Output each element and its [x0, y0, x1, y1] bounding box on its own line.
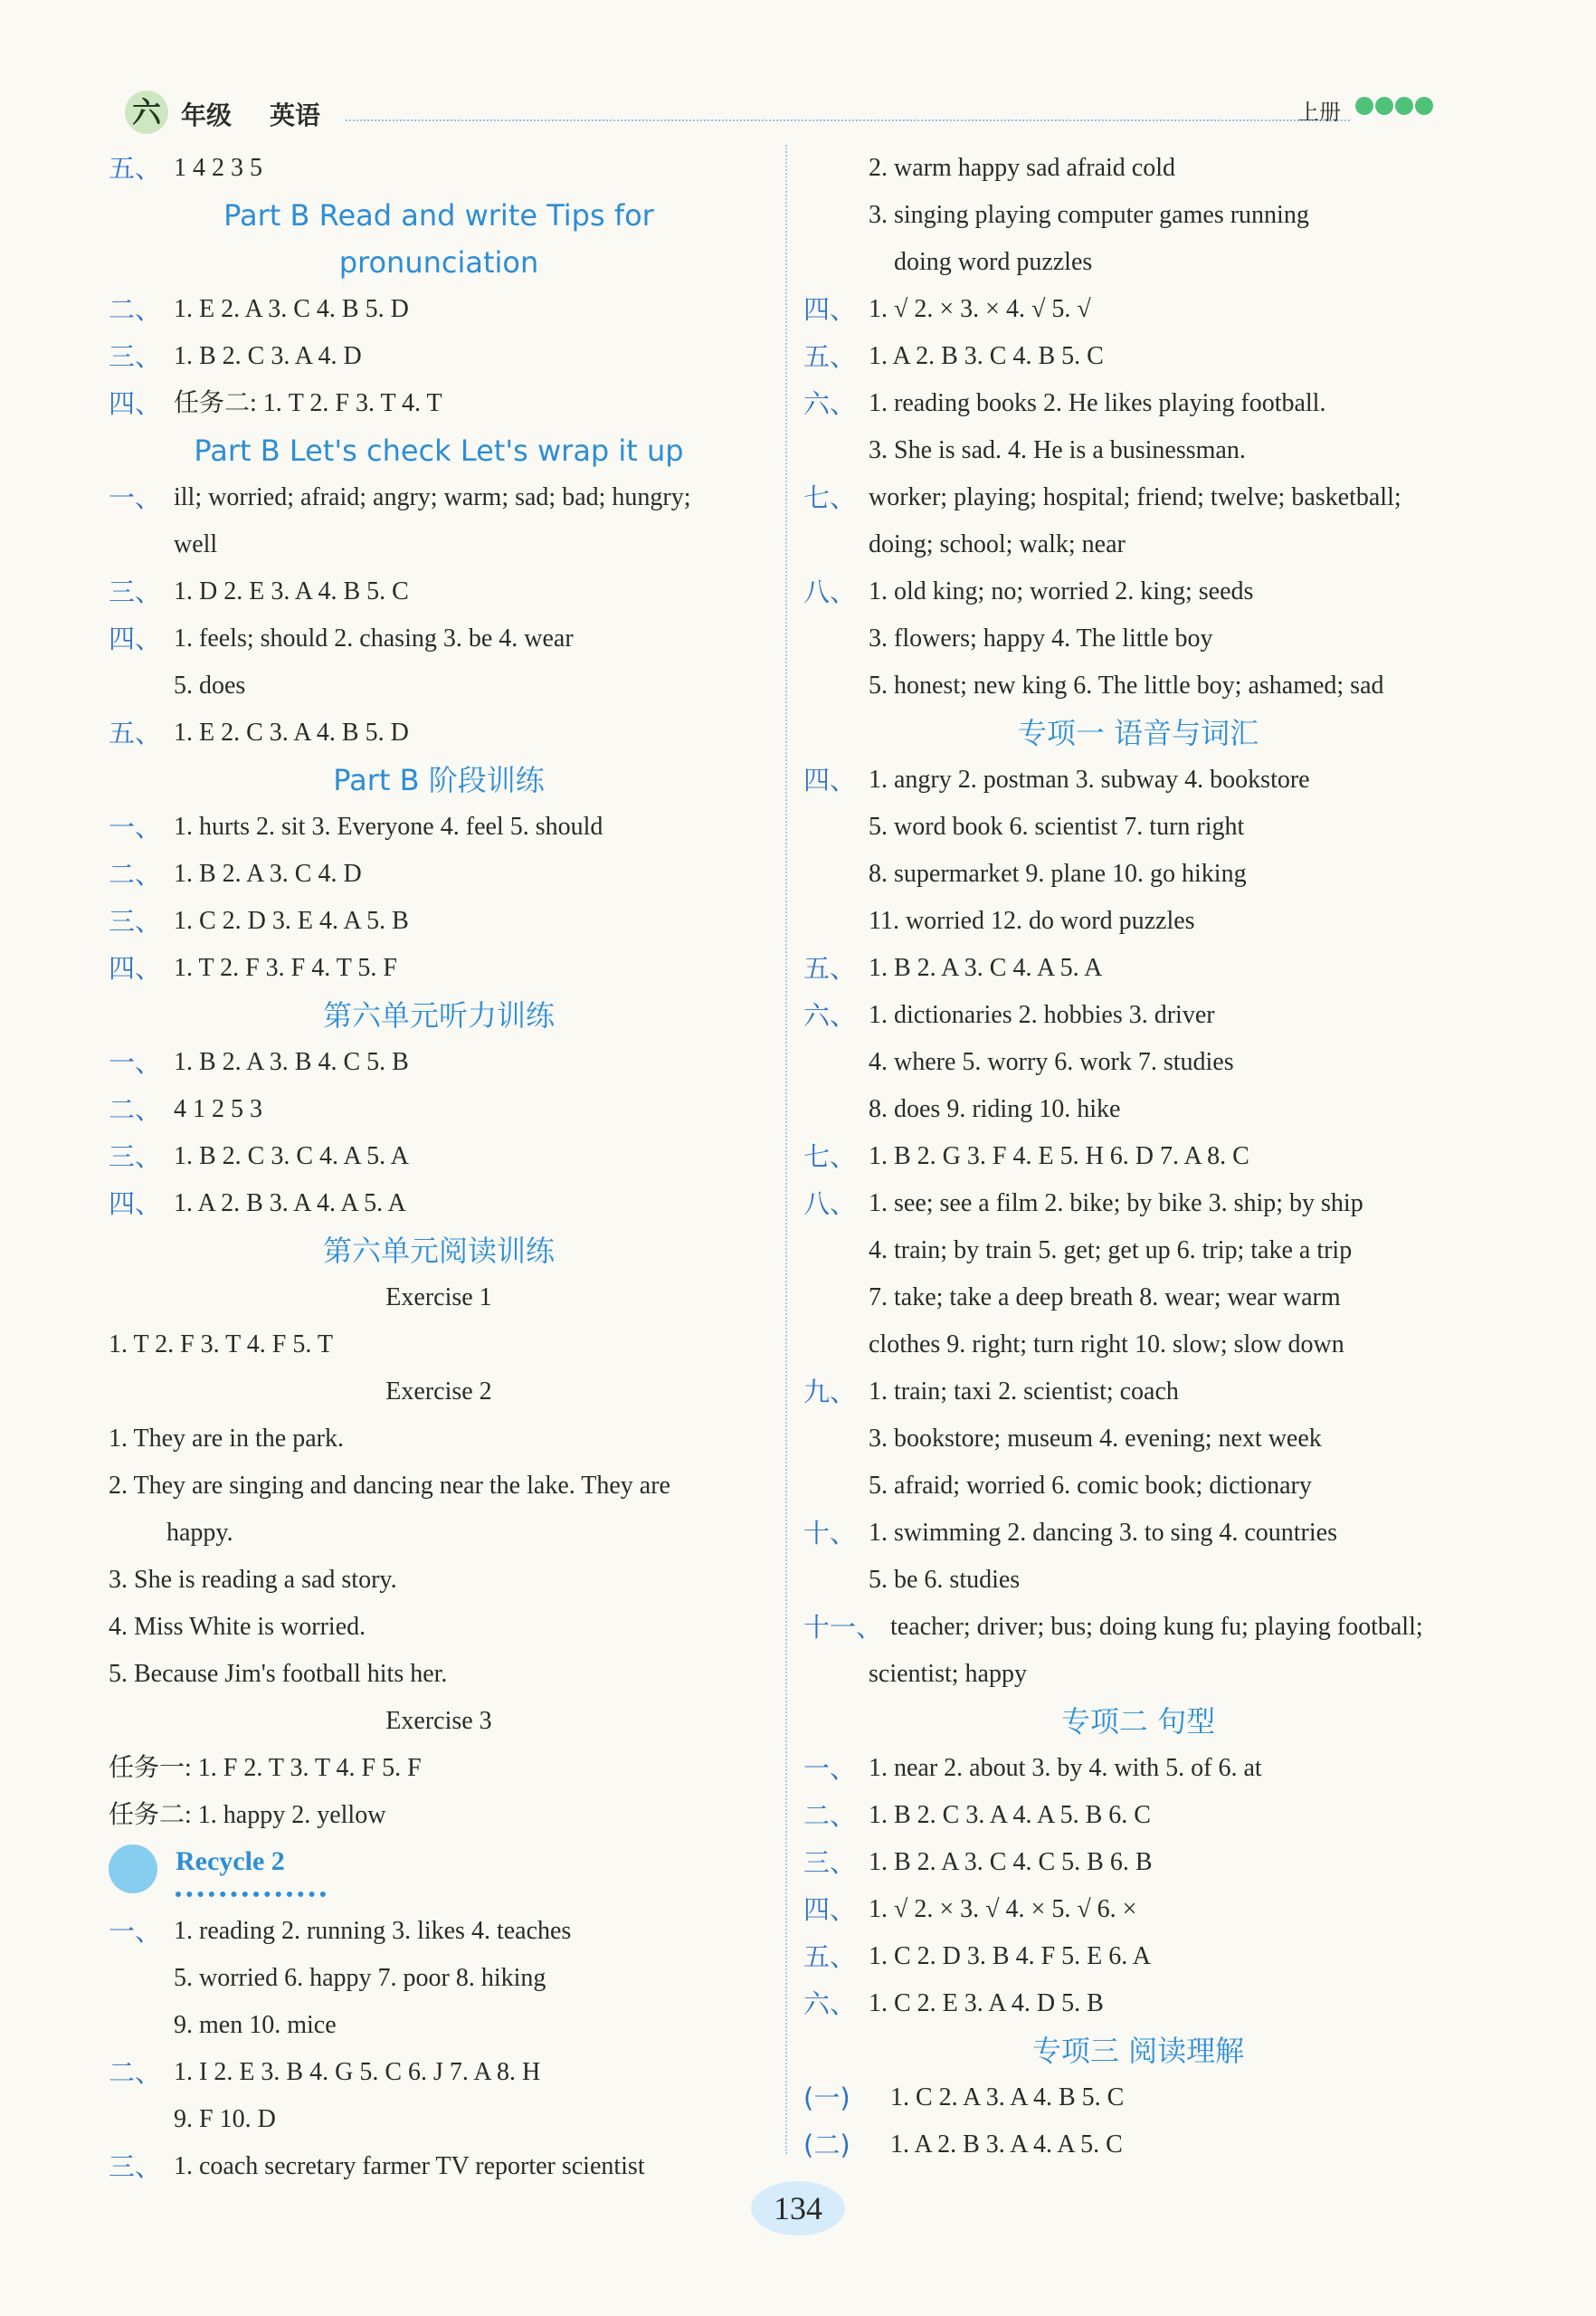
answer-text: 9. F 10. D: [174, 2105, 276, 2133]
question-number: 三、: [109, 341, 162, 372]
question-number: 九、: [803, 1377, 857, 1407]
answer-text: 1. E 2. C 3. A 4. B 5. D: [174, 719, 409, 747]
question-number: 二、: [109, 294, 162, 325]
section-heading: 专项三 阅读理解: [1031, 2034, 1245, 2068]
question-number: 五、: [109, 153, 162, 184]
answer-text: 1. dictionaries 2. hobbies 3. driver: [869, 1001, 1215, 1029]
answer-line: [109, 1792, 769, 1839]
answer-text: 1. C 2. A 3. A 4. B 5. C: [890, 2083, 1125, 2111]
answer-line: [109, 898, 769, 945]
answer-line: [803, 804, 1473, 851]
answer-text: 1. T 2. F 3. T 4. F 5. T: [109, 1330, 333, 1358]
answer-text: scientist; happy: [869, 1660, 1027, 1688]
answer-text: 1. old king; no; worried 2. king; seeds: [869, 577, 1254, 605]
right-column: [803, 145, 1473, 2168]
answer-line: [803, 521, 1473, 568]
answer-line: [109, 1321, 769, 1368]
question-number: 二、: [109, 2057, 162, 2088]
question-number: 四、: [109, 624, 162, 654]
recycle-title: Recycle 2: [176, 1846, 285, 1876]
question-number: 六、: [803, 1988, 857, 2019]
exercise-heading: Exercise 2: [385, 1377, 492, 1406]
answer-text: doing; school; walk; near: [869, 530, 1126, 558]
answer-text: 任务二: 1. happy 2. yellow: [109, 1801, 386, 1829]
answer-line: [803, 1133, 1473, 1180]
answer-line: [803, 380, 1473, 427]
answer-text: teacher; driver; bus; doing kung fu; playing football;: [890, 1613, 1423, 1641]
answer-text: 1. reading books 2. He likes playing football.: [869, 389, 1326, 417]
answer-text: 1. B 2. A 3. C 4. D: [174, 860, 362, 888]
answer-text: worker; playing; hospital; friend; twelve; basketball;: [869, 483, 1401, 511]
recycle-dotted-underline: [176, 1892, 326, 1897]
answer-line: [109, 1133, 769, 1180]
answer-line: [109, 1604, 769, 1651]
answer-text: 1. A 2. B 3. C 4. B 5. C: [869, 342, 1104, 370]
answer-text: 3. She is sad. 4. He is a businessman.: [869, 436, 1246, 464]
answer-text: 1. They are in the park.: [109, 1425, 344, 1453]
answer-text: 5. worried 6. happy 7. poor 8. hiking: [174, 1964, 546, 1992]
answer-line: [109, 1180, 769, 1227]
answer-text: 5. afraid; worried 6. comic book; dictionary: [869, 1472, 1312, 1500]
answer-line: [803, 239, 1473, 286]
answer-text: 1. C 2. E 3. A 4. D 5. B: [869, 1989, 1104, 2017]
answer-line: [803, 1651, 1473, 1698]
header-dotted-rule: [346, 119, 1350, 121]
answer-text: 8. supermarket 9. plane 10. go hiking: [869, 860, 1247, 888]
answer-line: [109, 521, 769, 568]
answer-line: [803, 757, 1473, 804]
answer-text: 1. see; see a film 2. bike; by bike 3. ship; by ship: [869, 1189, 1363, 1217]
section-heading: 专项一 语音与词汇: [1017, 716, 1259, 750]
answer-line: [109, 1039, 769, 1086]
answer-text: well: [174, 530, 218, 558]
answer-line: [109, 1463, 769, 1510]
answer-text: 1. B 2. G 3. F 4. E 5. H 6. D 7. A 8. C: [869, 1142, 1249, 1170]
answer-line: [803, 615, 1473, 662]
answer-line: [803, 1886, 1473, 1933]
answer-text: 1. D 2. E 3. A 4. B 5. C: [174, 577, 409, 605]
exercise-heading: Exercise 1: [385, 1283, 492, 1311]
answer-text: 4 1 2 5 3: [174, 1095, 262, 1123]
subject-label: 英语: [270, 100, 321, 130]
answer-text: doing word puzzles: [894, 248, 1093, 276]
question-number: 十一、: [803, 1612, 883, 1643]
exercise-heading: Exercise 3: [385, 1707, 492, 1735]
left-column: [109, 145, 769, 2190]
answer-line: [803, 1180, 1473, 1227]
answer-text: 1. B 2. A 3. C 4. C 5. B 6. B: [869, 1848, 1153, 1876]
answer-text: 1. feels; should 2. chasing 3. be 4. wear: [174, 624, 574, 653]
grade-badge: 六: [125, 91, 168, 134]
answer-text: 5. Because Jim's football hits her.: [109, 1660, 448, 1688]
answer-line: [803, 1463, 1473, 1510]
answer-line: [109, 1510, 769, 1557]
question-number: 二、: [803, 1800, 857, 1831]
answer-line: [109, 2096, 769, 2143]
question-number: 三、: [109, 906, 162, 937]
answer-text: 1. C 2. D 3. E 4. A 5. B: [174, 907, 409, 935]
answer-text: 1. √ 2. × 3. √ 4. × 5. √ 6. ×: [869, 1895, 1137, 1923]
answer-text: 2. warm happy sad afraid cold: [869, 154, 1175, 182]
answer-text: 1. A 2. B 3. A 4. A 5. C: [890, 2130, 1123, 2159]
question-number: 八、: [803, 1188, 857, 1219]
recycle-heading: [109, 1839, 769, 1908]
answer-text: 11. worried 12. do word puzzles: [869, 907, 1195, 935]
answer-text: 1. swimming 2. dancing 3. to sing 4. countries: [869, 1519, 1337, 1547]
answer-line: [109, 804, 769, 851]
answer-text: 1. T 2. F 3. F 4. T 5. F: [174, 954, 397, 982]
answer-line: [803, 898, 1473, 945]
answer-line: [803, 192, 1473, 239]
answer-line: [803, 1274, 1473, 1321]
answer-line: [109, 945, 769, 992]
question-number: 四、: [109, 1188, 162, 1219]
question-number: 一、: [109, 482, 162, 513]
answer-line: [109, 333, 769, 380]
answer-line: [803, 333, 1473, 380]
answer-text: 9. men 10. mice: [174, 2011, 337, 2039]
page-header: [109, 83, 1484, 138]
answer-line: [803, 2074, 1473, 2121]
answer-line: [109, 568, 769, 615]
question-number: 一、: [109, 1047, 162, 1078]
question-number: 六、: [803, 388, 857, 419]
answer-text: 2. They are singing and dancing near the lake. They are: [109, 1472, 670, 1500]
answer-line: [803, 1086, 1473, 1133]
header-dots-decoration: [1355, 97, 1435, 119]
answer-line: [109, 145, 769, 192]
answer-line: [109, 286, 769, 333]
answer-text: 5. be 6. studies: [869, 1566, 1021, 1594]
question-number: 三、: [109, 1141, 162, 1172]
answer-line: [109, 662, 769, 710]
section-heading: Part B Read and write Tips for: [223, 198, 654, 233]
question-number: 一、: [109, 812, 162, 843]
answer-line: [803, 568, 1473, 615]
question-number: 三、: [803, 1847, 857, 1878]
answer-line: [109, 2143, 769, 2190]
answer-text: 8. does 9. riding 10. hike: [869, 1095, 1121, 1123]
column-divider: [785, 145, 787, 2154]
question-number: 一、: [803, 1753, 857, 1784]
answer-line: [803, 992, 1473, 1039]
page-number: 134: [751, 2181, 845, 2235]
answer-line: [803, 427, 1473, 474]
answer-line: [803, 945, 1473, 992]
answer-text: 任务二: 1. T 2. F 3. T 4. T: [174, 389, 442, 417]
answer-line: [803, 1415, 1473, 1463]
answer-text: 4. train; by train 5. get; get up 6. trip; take a trip: [869, 1236, 1353, 1264]
answer-line: [803, 1227, 1473, 1274]
answer-line: [109, 2002, 769, 2049]
answer-text: 1. B 2. A 3. C 4. A 5. A: [869, 954, 1103, 982]
answer-text: 1. angry 2. postman 3. subway 4. bookstore: [869, 766, 1310, 794]
answer-line: [803, 1510, 1473, 1557]
answer-line: [109, 710, 769, 757]
answer-line: [109, 1086, 769, 1133]
answer-line: [803, 145, 1473, 192]
grade-label: 年级: [181, 100, 233, 130]
answer-line: [109, 474, 769, 521]
question-number: 七、: [803, 482, 857, 513]
answer-text: 4. Miss White is worried.: [109, 1613, 366, 1641]
question-number: 四、: [109, 953, 162, 984]
section-heading: 第六单元听力训练: [322, 998, 555, 1033]
question-number: 二、: [109, 1094, 162, 1125]
answer-text: 1. coach secretary farmer TV reporter scientist: [174, 2152, 645, 2180]
question-number: 四、: [803, 765, 857, 796]
answer-line: [803, 1745, 1473, 1792]
answer-line: [803, 1321, 1473, 1368]
question-number: 七、: [803, 1141, 857, 1172]
question-number: 四、: [109, 388, 162, 419]
answer-text: 3. She is reading a sad story.: [109, 1566, 397, 1594]
answer-line: [803, 1792, 1473, 1839]
section-heading: Part B Let's check Let's wrap it up: [194, 434, 684, 468]
answer-text: 1. B 2. C 3. A 4. D: [174, 342, 362, 370]
answer-line: [803, 1039, 1473, 1086]
answer-text: 3. bookstore; museum 4. evening; next week: [869, 1425, 1322, 1453]
recycle-circle-icon: [109, 1844, 157, 1893]
answer-line: [803, 474, 1473, 521]
question-number: 六、: [803, 1000, 857, 1031]
volume-label: 上册: [1297, 100, 1341, 125]
answer-line: [109, 380, 769, 427]
answer-text: 1. E 2. A 3. C 4. B 5. D: [174, 295, 409, 323]
answer-text: 1. reading 2. running 3. likes 4. teaches: [174, 1917, 572, 1945]
answer-text: ill; worried; afraid; angry; warm; sad; bad; hungry;: [174, 483, 691, 511]
answer-text: 任务一: 1. F 2. T 3. T 4. F 5. F: [109, 1754, 422, 1782]
answer-line: [803, 1933, 1473, 1980]
question-number: 五、: [109, 718, 162, 748]
question-number: 五、: [803, 341, 857, 372]
answer-text: 5. honest; new king 6. The little boy; ashamed; sad: [869, 672, 1384, 700]
question-number: 二、: [109, 859, 162, 890]
section-heading: Part B 阶段训练: [333, 763, 545, 797]
answer-text: 5. does: [174, 672, 246, 700]
answer-line: [109, 1651, 769, 1698]
question-number: 五、: [803, 1941, 857, 1972]
answer-line: [109, 1908, 769, 1955]
answer-text: 1. C 2. D 3. B 4. F 5. E 6. A: [869, 1942, 1151, 1970]
answer-line: [109, 1557, 769, 1604]
answer-text: 1. A 2. B 3. A 4. A 5. A: [174, 1189, 406, 1217]
answer-line: [109, 615, 769, 662]
answer-text: 1. near 2. about 3. by 4. with 5. of 6. at: [869, 1754, 1262, 1782]
answer-line: [109, 1955, 769, 2002]
answer-text: 1. I 2. E 3. B 4. G 5. C 6. J 7. A 8. H: [174, 2058, 541, 2086]
answer-text: 1. B 2. C 3. A 4. A 5. B 6. C: [869, 1801, 1151, 1829]
answer-text: 1. hurts 2. sit 3. Everyone 4. feel 5. should: [174, 813, 603, 841]
answer-text: 5. word book 6. scientist 7. turn right: [869, 813, 1245, 841]
answer-line: [803, 851, 1473, 898]
answer-line: [109, 2049, 769, 2096]
answer-text: happy.: [166, 1519, 233, 1547]
answer-line: [803, 1557, 1473, 1604]
answer-text: 3. flowers; happy 4. The little boy: [869, 624, 1213, 653]
question-number: (二): [803, 2130, 850, 2160]
question-number: 四、: [803, 1894, 857, 1925]
section-heading: 第六单元阅读训练: [322, 1234, 555, 1268]
question-number: 三、: [109, 577, 162, 607]
answer-text: 4. where 5. worry 6. work 7. studies: [869, 1048, 1234, 1076]
answer-text: 1. B 2. C 3. C 4. A 5. A: [174, 1142, 409, 1170]
answer-text: 1. train; taxi 2. scientist; coach: [869, 1377, 1179, 1406]
question-number: 八、: [803, 577, 857, 607]
answer-line: [109, 1415, 769, 1463]
section-heading: 专项二 句型: [1060, 1704, 1216, 1739]
question-number: 三、: [109, 2151, 162, 2182]
answer-text: 1. B 2. A 3. B 4. C 5. B: [174, 1048, 409, 1076]
question-number: (一): [803, 2082, 850, 2113]
answer-line: [803, 662, 1473, 710]
answer-line: [109, 1745, 769, 1792]
answer-line: [803, 1368, 1473, 1415]
answer-text: 1. √ 2. × 3. × 4. √ 5. √: [869, 295, 1091, 323]
answer-line: [803, 1980, 1473, 2027]
question-number: 五、: [803, 953, 857, 984]
section-heading: pronunciation: [338, 245, 539, 280]
answer-line: [803, 2121, 1473, 2168]
answer-line: [803, 286, 1473, 333]
answer-text: 3. singing playing computer games running: [869, 201, 1309, 229]
answer-text: clothes 9. right; turn right 10. slow; slow down: [869, 1330, 1344, 1358]
question-number: 四、: [803, 294, 857, 325]
answer-line: [109, 851, 769, 898]
answer-text: 1 4 2 3 5: [174, 154, 262, 182]
answer-text: 7. take; take a deep breath 8. wear; wear warm: [869, 1283, 1341, 1311]
answer-line: [803, 1604, 1473, 1651]
question-number: 一、: [109, 1916, 162, 1947]
answer-line: [803, 1839, 1473, 1886]
question-number: 十、: [803, 1518, 857, 1549]
